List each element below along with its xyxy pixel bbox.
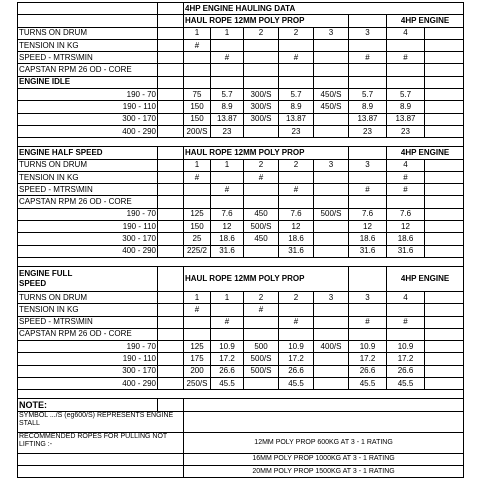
hauling-data-table — [17, 2, 464, 478]
data-row: 400 - 290 250/S 45.5 45.5 45.5 45.5 — [18, 378, 464, 390]
row-label-tension[interactable]: TENSION IN KG — [18, 39, 158, 51]
row-label-turns[interactable]: TURNS ON DRUM — [18, 27, 158, 39]
section-header-row: ENGINE FULL SPEED HAUL ROPE 12MM POLY PROP 4HP ENGINE — [18, 266, 464, 291]
row-label-speed[interactable]: SPEED - MTRS\MIN — [18, 52, 158, 64]
capstan-row: CAPSTAN RPM 26 OD - CORE — [18, 196, 464, 208]
section-heading-full-speed[interactable]: ENGINE FULL SPEED — [18, 266, 158, 291]
section-header-row — [18, 15, 464, 27]
engine-header[interactable]: 4HP ENGINE — [387, 15, 464, 27]
speed-row: SPEED - MTRS\MIN # # # # — [18, 52, 464, 64]
data-row: 190 - 110 150 8.9 300/S 8.9 450/S 8.9 8.9 — [18, 101, 464, 113]
data-row: 190 - 70 125 7.6 450 7.6 500/S 7.6 7.6 — [18, 208, 464, 220]
data-row: 300 - 170 150 13.87 300/S 13.87 13.87 13.87 — [18, 113, 464, 125]
data-row: 190 - 70 125 10.9 500 10.9 400/S 10.9 10.9 — [18, 341, 464, 353]
spacer-row — [18, 390, 464, 399]
data-row: 190 - 110 150 12 500/S 12 12 12 — [18, 221, 464, 233]
data-row: 300 - 170 200 26.6 500/S 26.6 26.6 26.6 — [18, 365, 464, 377]
data-row: 190 - 70 75 5.7 300/S 5.7 450/S 5.7 5.7 — [18, 89, 464, 101]
haul-rope-header[interactable]: HAUL ROPE 12MM POLY PROP — [184, 15, 349, 27]
speed-row: SPEED - MTRS\MIN # # # # — [18, 316, 464, 328]
data-row: 300 - 170 25 18.6 450 18.6 18.6 18.6 — [18, 233, 464, 245]
tension-row: TENSION IN KG # # — [18, 304, 464, 316]
data-row: 400 - 290 225/2 31.6 31.6 31.6 31.6 — [18, 245, 464, 257]
tension-row: TENSION IN KG # # # — [18, 171, 464, 183]
section-heading-row — [18, 76, 464, 88]
spacer-row — [18, 138, 464, 147]
title-row — [18, 3, 464, 15]
section-heading-engine-idle[interactable]: ENGINE IDLE — [18, 76, 158, 88]
rating-row — [18, 465, 464, 477]
rating-20mm[interactable]: 20MM POLY PROP 1500KG AT 3 - 1 RATING — [184, 465, 464, 477]
rating-16mm[interactable]: 16MM POLY PROP 1000KG AT 3 - 1 RATING — [184, 453, 464, 465]
note-ropes-row — [18, 432, 464, 453]
row-label-capstan[interactable]: CAPSTAN RPM 26 OD - CORE — [18, 64, 158, 76]
sheet-title[interactable]: 4HP ENGINE HAULING DATA — [184, 3, 464, 15]
rating-row — [18, 453, 464, 465]
turns-row: TURNS ON DRUM 1 1 2 2 3 3 4 — [18, 291, 464, 303]
rating-12mm[interactable]: 12MM POLY PROP 600KG AT 3 - 1 RATING — [184, 432, 464, 453]
data-row: 190 - 110 175 17.2 500/S 17.2 17.2 17.2 — [18, 353, 464, 365]
section-heading-half-speed[interactable]: ENGINE HALF SPEED — [18, 147, 158, 159]
data-row: 400 - 290 200/S 23 23 23 23 — [18, 125, 464, 137]
capstan-row — [18, 64, 464, 76]
note-heading-row — [18, 399, 464, 411]
section-header-row: ENGINE HALF SPEED HAUL ROPE 12MM POLY PROP 4HP ENGINE — [18, 147, 464, 159]
note-heading[interactable]: NOTE: — [18, 399, 158, 411]
tension-row: TENSION IN KG # — [18, 39, 464, 51]
spacer-row — [18, 257, 464, 266]
note-symbol-row — [18, 411, 464, 432]
capstan-row: CAPSTAN RPM 26 OD - CORE — [18, 328, 464, 340]
turns-row: TURNS ON DRUM 1 1 2 2 3 3 4 — [18, 27, 464, 39]
note-ropes[interactable]: RECOMMENDED ROPES FOR PULLING NOT LIFTING :- — [18, 432, 184, 453]
turns-row: TURNS ON DRUM 1 1 2 2 3 3 4 — [18, 159, 464, 171]
speed-row: SPEED - MTRS\MIN # # # # — [18, 184, 464, 196]
note-symbol[interactable]: SYMBOL .../S (eg600/S) REPRESENTS ENGINE STALL — [18, 411, 184, 432]
